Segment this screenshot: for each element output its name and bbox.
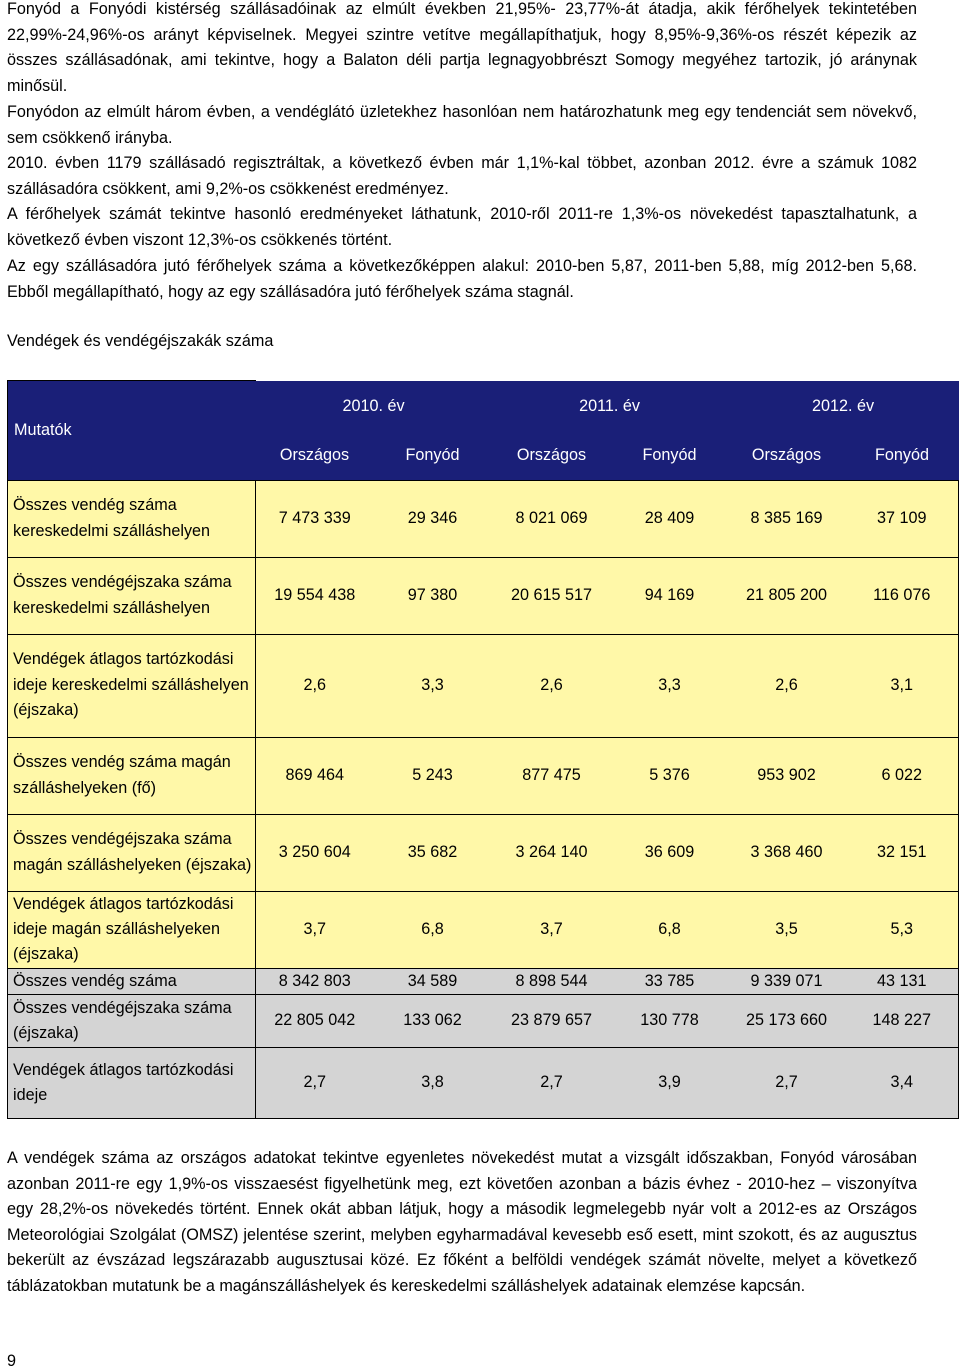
table-cell: 7 473 339	[256, 480, 374, 557]
table-row	[8, 891, 959, 968]
table-cell: 3,7	[256, 891, 374, 968]
table-cell: 6,8	[612, 891, 728, 968]
table-cell: 133 062	[374, 995, 492, 1048]
table-heading: Vendégek és vendégéjszakák száma	[7, 332, 274, 350]
table-cell: 6,8	[374, 891, 492, 968]
table-cell: 25 173 660	[728, 995, 846, 1048]
row-label: Összes vendég száma kereskedelmi szálláshelyen	[8, 480, 256, 557]
table-cell: 3,8	[374, 1048, 492, 1119]
table-cell: 3 368 460	[728, 814, 846, 891]
table-row	[8, 1048, 959, 1119]
table-row	[8, 995, 959, 1048]
table-cell: 3,5	[728, 891, 846, 968]
row-label: Összes vendég száma magán szálláshelyeken (fő)	[8, 737, 256, 814]
guests-table	[7, 380, 959, 1119]
table-cell: 28 409	[612, 480, 728, 557]
paragraph-hosts: 2010. évben 1179 szállásadó regisztráltak, a következő évben már 1,1%-kal többet, azonban 2012. évre a számuk 1082 szállásadóra csökkent, ami 9,2%-os csökkenést eredményez.	[7, 154, 917, 198]
table-cell: 23 879 657	[492, 995, 612, 1048]
paragraph-beds: A férőhelyek számát tekintve hasonló eredményeket láthatunk, 2010-ről 2011-re 1,3%-os növekedést tapasztalhatunk, a következő évben viszont 12,3%-os csökkenés történt.	[7, 205, 917, 249]
table-cell: 8 021 069	[492, 480, 612, 557]
table-cell: 148 227	[846, 995, 959, 1048]
table-cell: 2,7	[728, 1048, 846, 1119]
paragraph-trend: Fonyódon az elmúlt három évben, a vendéglátó üzletekhez hasonlóan nem határozhatunk meg egy tendenciát sem növekvő, sem csökkenő irányba.	[7, 103, 917, 147]
table-cell: 3,3	[374, 634, 492, 737]
table-row	[8, 737, 959, 814]
row-label: Összes vendégéjszaka száma magán szálláshelyeken (éjszaka)	[8, 814, 256, 891]
table-cell: 97 380	[374, 557, 492, 634]
table-cell: 3,3	[612, 634, 728, 737]
table-cell: 2,7	[492, 1048, 612, 1119]
subheader-orszagos: Országos	[728, 433, 846, 481]
table-cell: 116 076	[846, 557, 959, 634]
table-row	[8, 634, 959, 737]
table-cell: 8 385 169	[728, 480, 846, 557]
row-label: Vendégek átlagos tartózkodási ideje kereskedelmi szálláshelyen (éjszaka)	[8, 634, 256, 737]
table-cell: 19 554 438	[256, 557, 374, 634]
table-row	[8, 557, 959, 634]
row-label: Összes vendégéjszaka száma (éjszaka)	[8, 995, 256, 1048]
table-cell: 37 109	[846, 480, 959, 557]
row-label: Összes vendégéjszaka száma kereskedelmi szálláshelyen	[8, 557, 256, 634]
subheader-fonyod: Fonyód	[612, 433, 728, 481]
table-cell: 2,7	[256, 1048, 374, 1119]
table-cell: 3,9	[612, 1048, 728, 1119]
table-cell: 3,1	[846, 634, 959, 737]
subheader-orszagos: Országos	[256, 433, 374, 481]
year-2012-header: 2012. év	[728, 381, 959, 433]
table-cell: 43 131	[846, 968, 959, 994]
corner-label: Mutatók	[8, 381, 256, 481]
year-2010-header: 2010. év	[256, 381, 492, 433]
table-cell: 6 022	[846, 737, 959, 814]
table-cell: 9 339 071	[728, 968, 846, 994]
table-cell: 877 475	[492, 737, 612, 814]
row-label: Vendégek átlagos tartózkodási ideje	[8, 1048, 256, 1119]
table-cell: 2,6	[728, 634, 846, 737]
table-cell: 869 464	[256, 737, 374, 814]
year-2011-header: 2011. év	[492, 381, 728, 433]
table-cell: 21 805 200	[728, 557, 846, 634]
paragraph-intro: Fonyód a Fonyódi kistérség szállásadóinak az elmúlt években 21,95%- 23,77%-át átadja, akik férőhelyek tekintetében 22,99%-24,96%-os arányt képviselnek. Megyei szintre vetítve megállapíthatjuk, hogy 8,95%-9,36%-os részét képezik az összes szállásadónak, ami tekintve, hogy a Balaton déli partja legnagyobbrészt Somogy megyéhez tartozik, jó aránynak minősül.	[7, 0, 917, 95]
table-cell: 33 785	[612, 968, 728, 994]
table-cell: 5,3	[846, 891, 959, 968]
table-cell: 34 589	[374, 968, 492, 994]
row-label: Összes vendég száma	[8, 968, 256, 994]
table-cell: 2,6	[492, 634, 612, 737]
table-cell: 22 805 042	[256, 995, 374, 1048]
table-row	[8, 480, 959, 557]
row-label: Vendégek átlagos tartózkodási ideje magán szálláshelyeken (éjszaka)	[8, 891, 256, 968]
table-cell: 8 898 544	[492, 968, 612, 994]
subheader-fonyod: Fonyód	[374, 433, 492, 481]
table-cell: 32 151	[846, 814, 959, 891]
table-cell: 3 250 604	[256, 814, 374, 891]
table-cell: 953 902	[728, 737, 846, 814]
table-cell: 94 169	[612, 557, 728, 634]
table-row	[8, 968, 959, 994]
table-cell: 35 682	[374, 814, 492, 891]
page-number: 9	[7, 1352, 17, 1370]
table-cell: 130 778	[612, 995, 728, 1048]
table-cell: 3,4	[846, 1048, 959, 1119]
table-cell: 36 609	[612, 814, 728, 891]
table-cell: 20 615 517	[492, 557, 612, 634]
table-cell: 5 376	[612, 737, 728, 814]
table-cell: 5 243	[374, 737, 492, 814]
table-cell: 3,7	[492, 891, 612, 968]
table-cell: 3 264 140	[492, 814, 612, 891]
table-cell: 2,6	[256, 634, 374, 737]
paragraph-analysis: A vendégek száma az országos adatokat tekintve egyenletes növekedést mutat a vizsgált időszakban, Fonyód városában azonban 2011-re egy 1,9%-os visszaesést figyelhetünk meg, ezt követően azonban a bázis évhez - 2010-hez – viszonyítva egy 28,2%-os növekedés történt. Ennek okát abban látjuk, hogy a második legmelegebb nyár volt a 2012-es az Országos Meteorológiai Szolgálat (OMSZ) jelentése szerint, melyben egyharmadával kevesebb eső esett, mint szokott, és az augusztus bekerült az évszázad legszárazabb augusztusai közé. Ez főként a belföldi vendégek számát növelte, melyet a következő táblázatokban mutatunk be a magánszálláshelyek és kereskedelmi szálláshelyek adatainak elemzése kapcsán.	[7, 1149, 917, 1295]
table-row	[8, 814, 959, 891]
subheader-orszagos: Országos	[492, 433, 612, 481]
header-row-years	[8, 381, 959, 433]
table-cell: 29 346	[374, 480, 492, 557]
paragraph-ratio: Az egy szállásadóra jutó férőhelyek száma a következőképpen alakul: 2010-ben 5,87, 2011-ben 5,88, míg 2012-ben 5,68. Ebből megállapítható, hogy az egy szállásadóra jutó férőhelyek száma stagnál.	[7, 257, 917, 301]
table-cell: 8 342 803	[256, 968, 374, 994]
subheader-fonyod: Fonyód	[846, 433, 959, 481]
